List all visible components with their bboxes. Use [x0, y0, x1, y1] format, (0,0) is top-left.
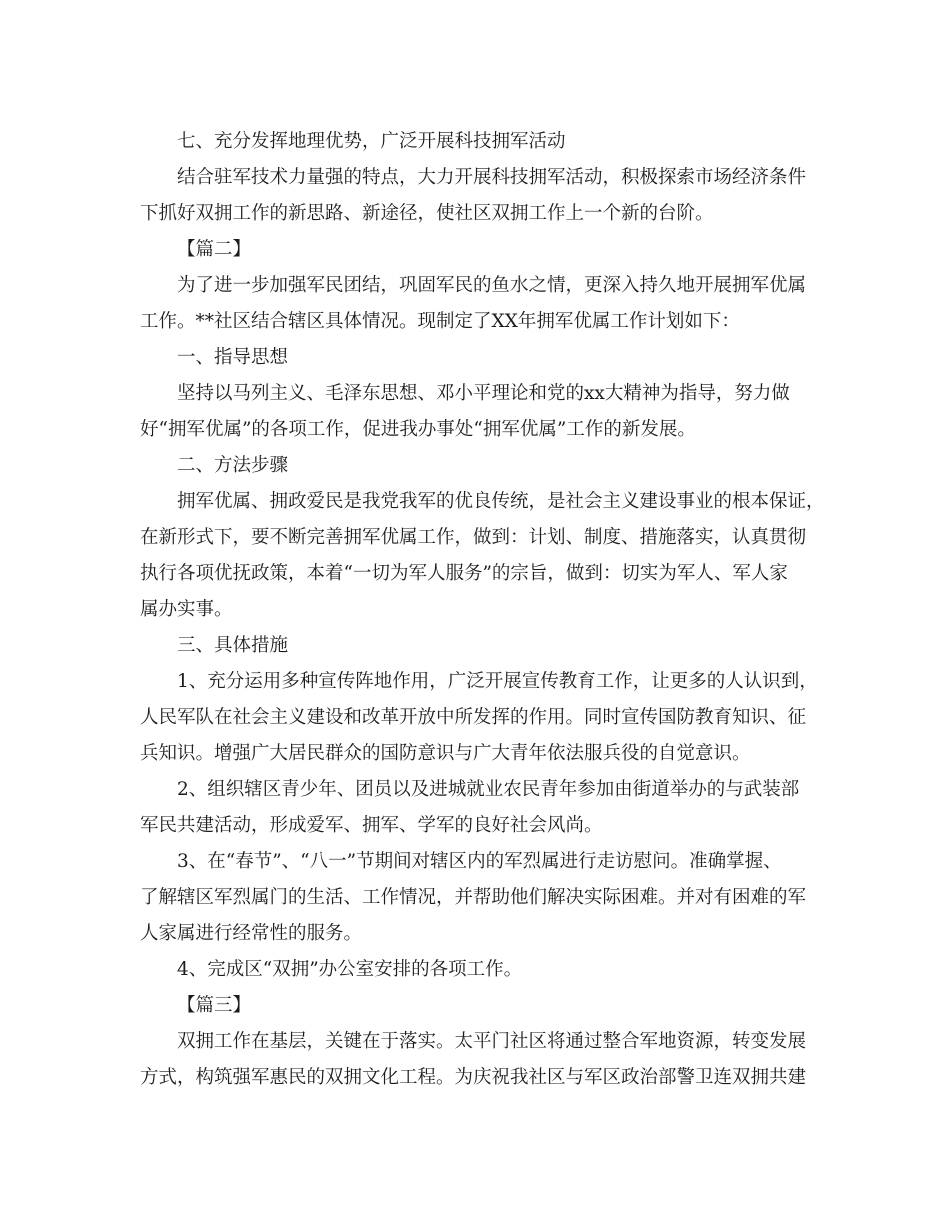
part-heading-3: 【篇三】	[177, 995, 252, 1016]
paragraph-line: 1、充分运用多种宣传阵地作用，广泛开展宣传教育工作，让更多的人认识到，	[177, 671, 818, 692]
paragraph-line: 坚持以马列主义、毛泽东思想、邓小平理论和党的xx大精神为指导，努力做	[177, 383, 790, 404]
section-heading-1: 一、指导思想	[177, 347, 289, 368]
paragraph-line: 工作。**社区结合辖区具体情况。现制定了XX年拥军优属工作计划如下：	[140, 311, 740, 332]
paragraph-line: 结合驻军技术力量强的特点，大力开展科技拥军活动，积极探索市场经济条件	[177, 167, 807, 188]
paragraph-line: 为了进一步加强军民团结，巩固军民的鱼水之情，更深入持久地开展拥军优属	[177, 275, 807, 296]
paragraph-line: 人家属进行经常性的服务。	[140, 923, 363, 944]
paragraph-line: 人民军队在社会主义建设和改革开放中所发挥的作用。同时宣传国防教育知识、征	[140, 707, 807, 728]
document-body	[140, 124, 825, 1096]
section-heading-2: 二、方法步骤	[177, 455, 289, 476]
paragraph-line: 2、组织辖区青少年、团员以及进城就业农民青年参加由街道举办的与武装部	[177, 779, 800, 800]
paragraph-line: 军民共建活动，形成爱军、拥军、学军的良好社会风尚。	[140, 815, 603, 836]
paragraph-line: 下抓好双拥工作的新思路、新途径，使社区双拥工作上一个新的台阶。	[140, 203, 714, 224]
paragraph-line: 了解辖区军烈属门的生活、工作情况，并帮助他们解决实际困难。并对有困难的军	[140, 887, 807, 908]
paragraph-line: 4、完成区“双拥”办公室安排的各项工作。	[177, 959, 523, 980]
paragraph-line: 3、在“春节”、“八一”节期间对辖区内的军烈属进行走访慰问。准确掌握、	[177, 851, 782, 872]
paragraph-line: 属办实事。	[140, 599, 233, 620]
section-heading-3: 三、具体措施	[177, 635, 289, 656]
paragraph-line: 执行各项优抚政策，本着“一切为军人服务”的宗旨，做到：切实为军人、军人家	[140, 563, 788, 584]
paragraph-line: 在新形式下，要不断完善拥军优属工作，做到：计划、制度、措施落实，认真贯彻	[140, 527, 807, 548]
paragraph-line: 好“拥军优属”的各项工作，促进我办事处“拥军优属”工作的新发展。	[140, 419, 696, 440]
part-heading-2: 【篇二】	[177, 239, 252, 260]
paragraph-line: 兵知识。增强广大居民群众的国防意识与广大青年依法服兵役的自觉意识。	[140, 743, 751, 764]
section-heading-7: 七、充分发挥地理优势，广泛开展科技拥军活动	[177, 131, 566, 152]
paragraph-line: 方式，构筑强军惠民的双拥文化工程。为庆祝我社区与军区政治部警卫连双拥共建	[140, 1067, 807, 1088]
paragraph-line: 拥军优属、拥政爱民是我党我军的优良传统，是社会主义建设事业的根本保证，	[177, 491, 825, 512]
paragraph-line: 双拥工作在基层，关键在于落实。太平门社区将通过整合军地资源，转变发展	[177, 1031, 807, 1052]
